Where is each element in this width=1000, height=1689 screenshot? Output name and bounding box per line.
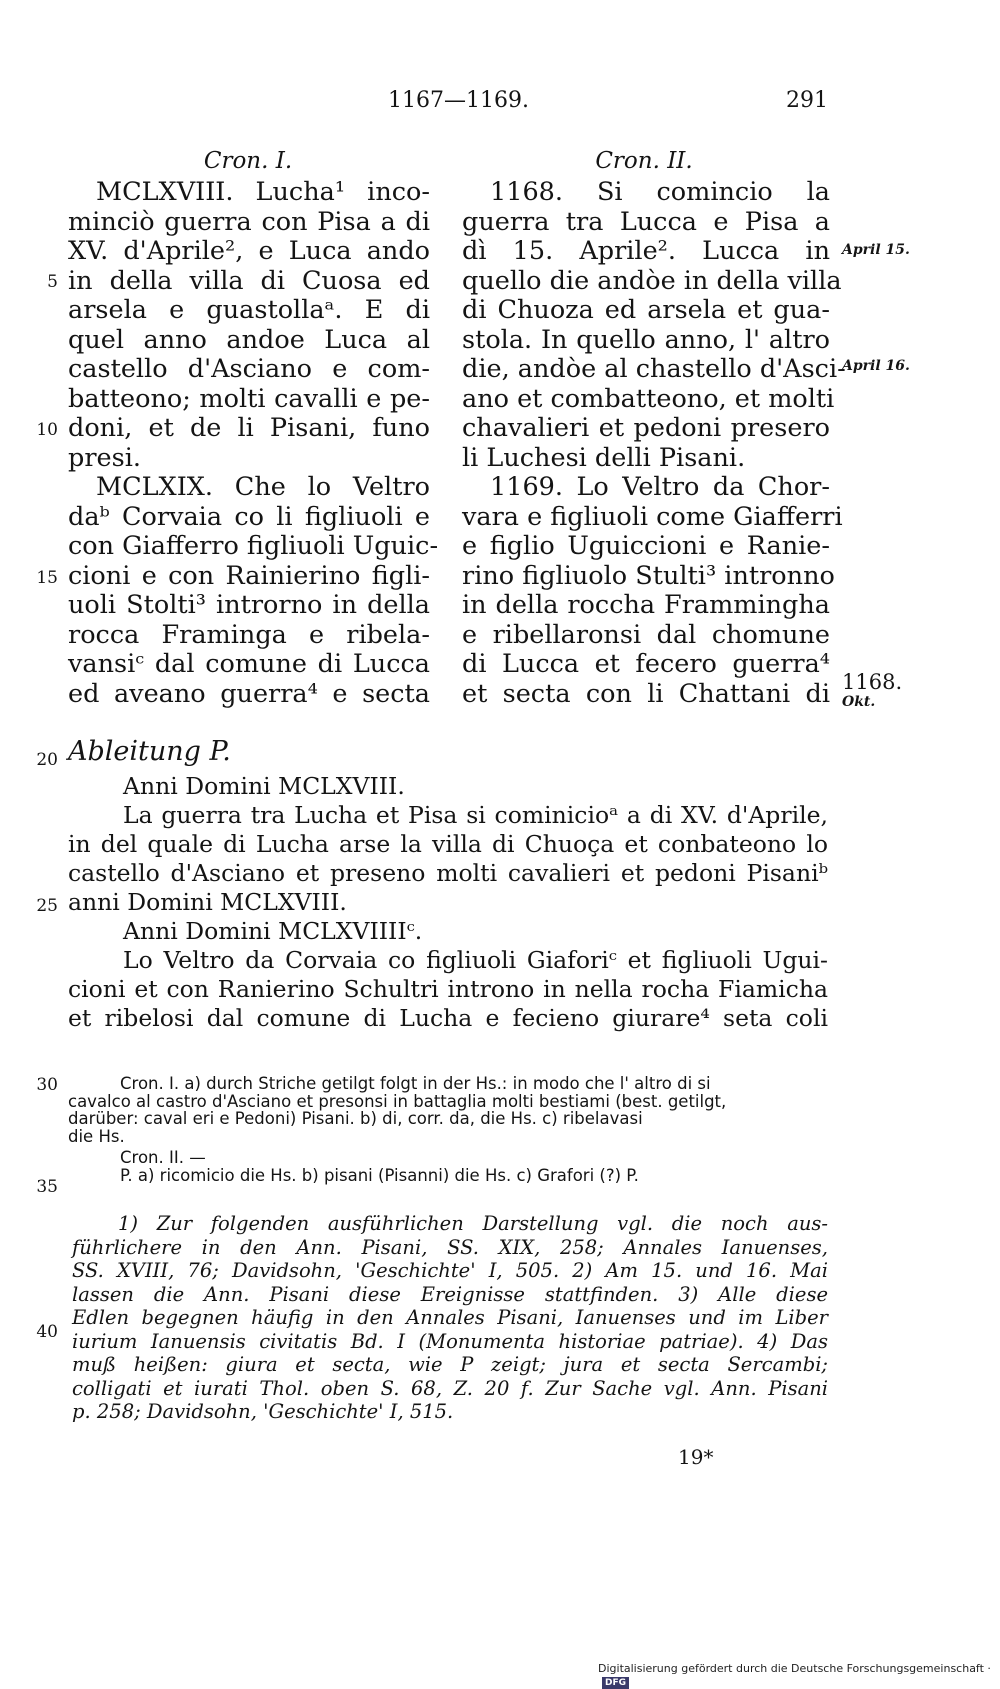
text-line: arsela e guastollaᵃ. E di — [68, 295, 430, 325]
text-line: La guerra tra Lucha et Pisa si cominicioᵃ a di XV. d'Aprile, — [123, 801, 828, 829]
text-line: iurium Ianuensis civitatis Bd. I (Monumenta historiae patriae). 4) Das — [72, 1329, 828, 1353]
line-number: 10 — [36, 420, 58, 440]
text-line: Lo Veltro da Corvaia co figliuoli Giaforiᶜ et figliuoli Ugui- — [123, 946, 828, 974]
text-line: 1169. Lo Veltro da Chor- — [490, 472, 830, 502]
text-line: p. 258; Davidsohn, 'Geschichte' I, 515. — [72, 1400, 454, 1423]
text-line: führlichere in den Ann. Pisani, SS. XIX, 258; Annales Ianuenses, — [72, 1235, 828, 1259]
line-number: 35 — [36, 1177, 58, 1197]
text-line: colligati et iurati Thol. oben S. 68, Z. 20 f. Zur Sache vgl. Ann. Pisani — [72, 1376, 828, 1400]
text-line: ed aveano guerra⁴ e secta — [68, 678, 430, 709]
text-line: guerra tra Lucca e Pisa a — [462, 206, 830, 237]
ableitung-text — [68, 772, 828, 1033]
text-line: muß heißen: giura et secta, wie P zeigt; jura et secta Sercambi; — [72, 1353, 828, 1376]
text-line: doni, et de li Pisani, funo — [68, 413, 430, 443]
text-line: rocca Framinga e ribela- — [68, 619, 430, 650]
text-line: MCLXVIII. Lucha¹ inco- — [96, 177, 430, 207]
text-line: SS. XVIII, 76; Davidsohn, 'Geschichte' I, 505. 2) Am 15. und 16. Mai — [72, 1259, 828, 1282]
text-line: batteono; molti cavalli e pe- — [68, 383, 430, 414]
text-line: dì 15. Aprile². Lucca in — [462, 236, 830, 266]
margin-year: 1168. — [842, 670, 903, 694]
line-number: 25 — [36, 896, 58, 916]
margin-month: Okt. — [842, 694, 876, 710]
text-line: con Giafferro figliuoli Uguic- — [68, 531, 439, 561]
text-line: e ribellaronsi dal chomune — [462, 619, 830, 650]
text-line: in del quale di Lucha arse la villa di Chuoça et conbateono lo — [68, 830, 828, 858]
column-heading-cron-1: Cron. I. — [203, 148, 293, 174]
margin-date-1168-okt — [842, 672, 902, 712]
text-line: Anni Domini MCLXVIII. — [123, 772, 405, 800]
running-header-years: 1167—1169. — [388, 88, 529, 113]
line-number: 5 — [47, 272, 58, 292]
text-line: Edlen begegnen häufig in den Annales Pisani, Ianuenses und im Liber — [72, 1306, 828, 1329]
digitization-footer — [598, 1662, 1000, 1689]
text-line: et ribelosi dal comune di Lucha e fecieno giurare⁴ seta coli — [68, 1004, 828, 1032]
text-line: Cron. I. a) durch Striche getilgt folgt in der Hs.: in modo che l' altro di si — [120, 1074, 711, 1093]
text-line: castello d'Asciano e com- — [68, 354, 430, 384]
text-line: vansiᶜ dal comune di Lucca — [68, 649, 430, 679]
page-number: 291 — [786, 88, 828, 113]
text-line: lassen die Ann. Pisani diese Ereignisse stattfinden. 3) Alle diese — [72, 1282, 828, 1306]
text-line: presi. — [68, 442, 141, 473]
text-line: di Chuoza ed arsela et gua- — [462, 295, 830, 325]
text-line: rino figliuolo Stulti³ intronno — [462, 560, 835, 591]
text-line: cavalco al castro d'Asciano et presonsi in battaglia molti bestiami (best. getilgt, — [68, 1091, 727, 1111]
text-line: uoli Stolti³ introrno in della — [68, 590, 430, 620]
text-line: XV. d'Aprile², e Luca ando — [68, 236, 430, 266]
line-number: 30 — [36, 1075, 58, 1095]
column-heading-cron-2: Cron. II. — [595, 148, 693, 174]
text-line: P. a) ricomicio die Hs. b) pisani (Pisanni) die Hs. c) Grafori (?) P. — [120, 1165, 639, 1185]
text-line: die Hs. — [68, 1126, 125, 1146]
text-line: quel anno andoe Luca al — [68, 324, 430, 355]
margin-date-april-15: April 15. — [842, 242, 910, 258]
text-line: stola. In quello anno, l' altro — [462, 324, 830, 355]
text-line: 1) Zur folgenden ausführlichen Darstellung vgl. die noch aus- — [118, 1212, 828, 1235]
ableitung-heading: Ableitung P. — [68, 736, 231, 767]
text-line: e figlio Uguiccioni e Ranie- — [462, 531, 830, 561]
text-line: et secta con li Chattani di — [462, 678, 830, 709]
text-line: in della roccha Frammingha — [462, 590, 830, 620]
footer-text: Digitalisierung gefördert durch die Deutsche Forschungsgemeinschaft · — [598, 1662, 991, 1675]
text-line: die, andòe al chastello d'Asci- — [462, 354, 846, 384]
text-line: li Luchesi delli Pisani. — [462, 442, 746, 473]
cron-2-text — [462, 177, 846, 709]
text-line: quello die andòe in della villa — [462, 265, 842, 296]
signature-mark: 19* — [678, 1445, 714, 1469]
text-line: cioni et con Ranierino Schultri introno in nella rocha Fiamicha — [68, 975, 828, 1003]
text-line: anni Domini MCLXVIII. — [68, 888, 347, 916]
text-line: di Lucca et fecero guerra⁴ — [462, 649, 830, 679]
text-line: daᵇ Corvaia co li figliuoli e — [68, 501, 430, 532]
text-line: minciò guerra con Pisa a di — [68, 206, 430, 237]
line-number: 40 — [36, 1322, 58, 1342]
text-line: vara e figliuoli come Giafferri — [462, 501, 843, 532]
text-line: Anni Domini MCLXVIIIIᶜ. — [123, 917, 423, 945]
text-line: ano et combatteono, et molti — [462, 383, 835, 414]
text-line: castello d'Asciano et preseno molti cavalieri et pedoni Pisaniᵇ — [68, 859, 828, 887]
line-number: 15 — [36, 568, 58, 588]
line-number: 20 — [36, 750, 58, 770]
critical-apparatus — [68, 1075, 833, 1184]
text-line: in della villa di Cuosa ed — [68, 265, 430, 296]
cron-1-text — [68, 177, 439, 709]
text-line: cioni e con Rainierino figli- — [68, 560, 430, 591]
text-line: Cron. II. — — [120, 1148, 206, 1167]
footnotes — [72, 1212, 828, 1424]
margin-date-april-16: April 16. — [842, 358, 910, 374]
dfg-logo: DFG — [602, 1677, 629, 1689]
text-line: MCLXIX. Che lo Veltro — [96, 472, 430, 502]
text-line: darüber: caval eri e Pedoni) Pisani. b) di, corr. da, die Hs. c) ribelavasi — [68, 1109, 643, 1128]
text-line: chavalieri et pedoni presero — [462, 413, 830, 443]
text-line: 1168. Si comincio la — [490, 177, 830, 207]
